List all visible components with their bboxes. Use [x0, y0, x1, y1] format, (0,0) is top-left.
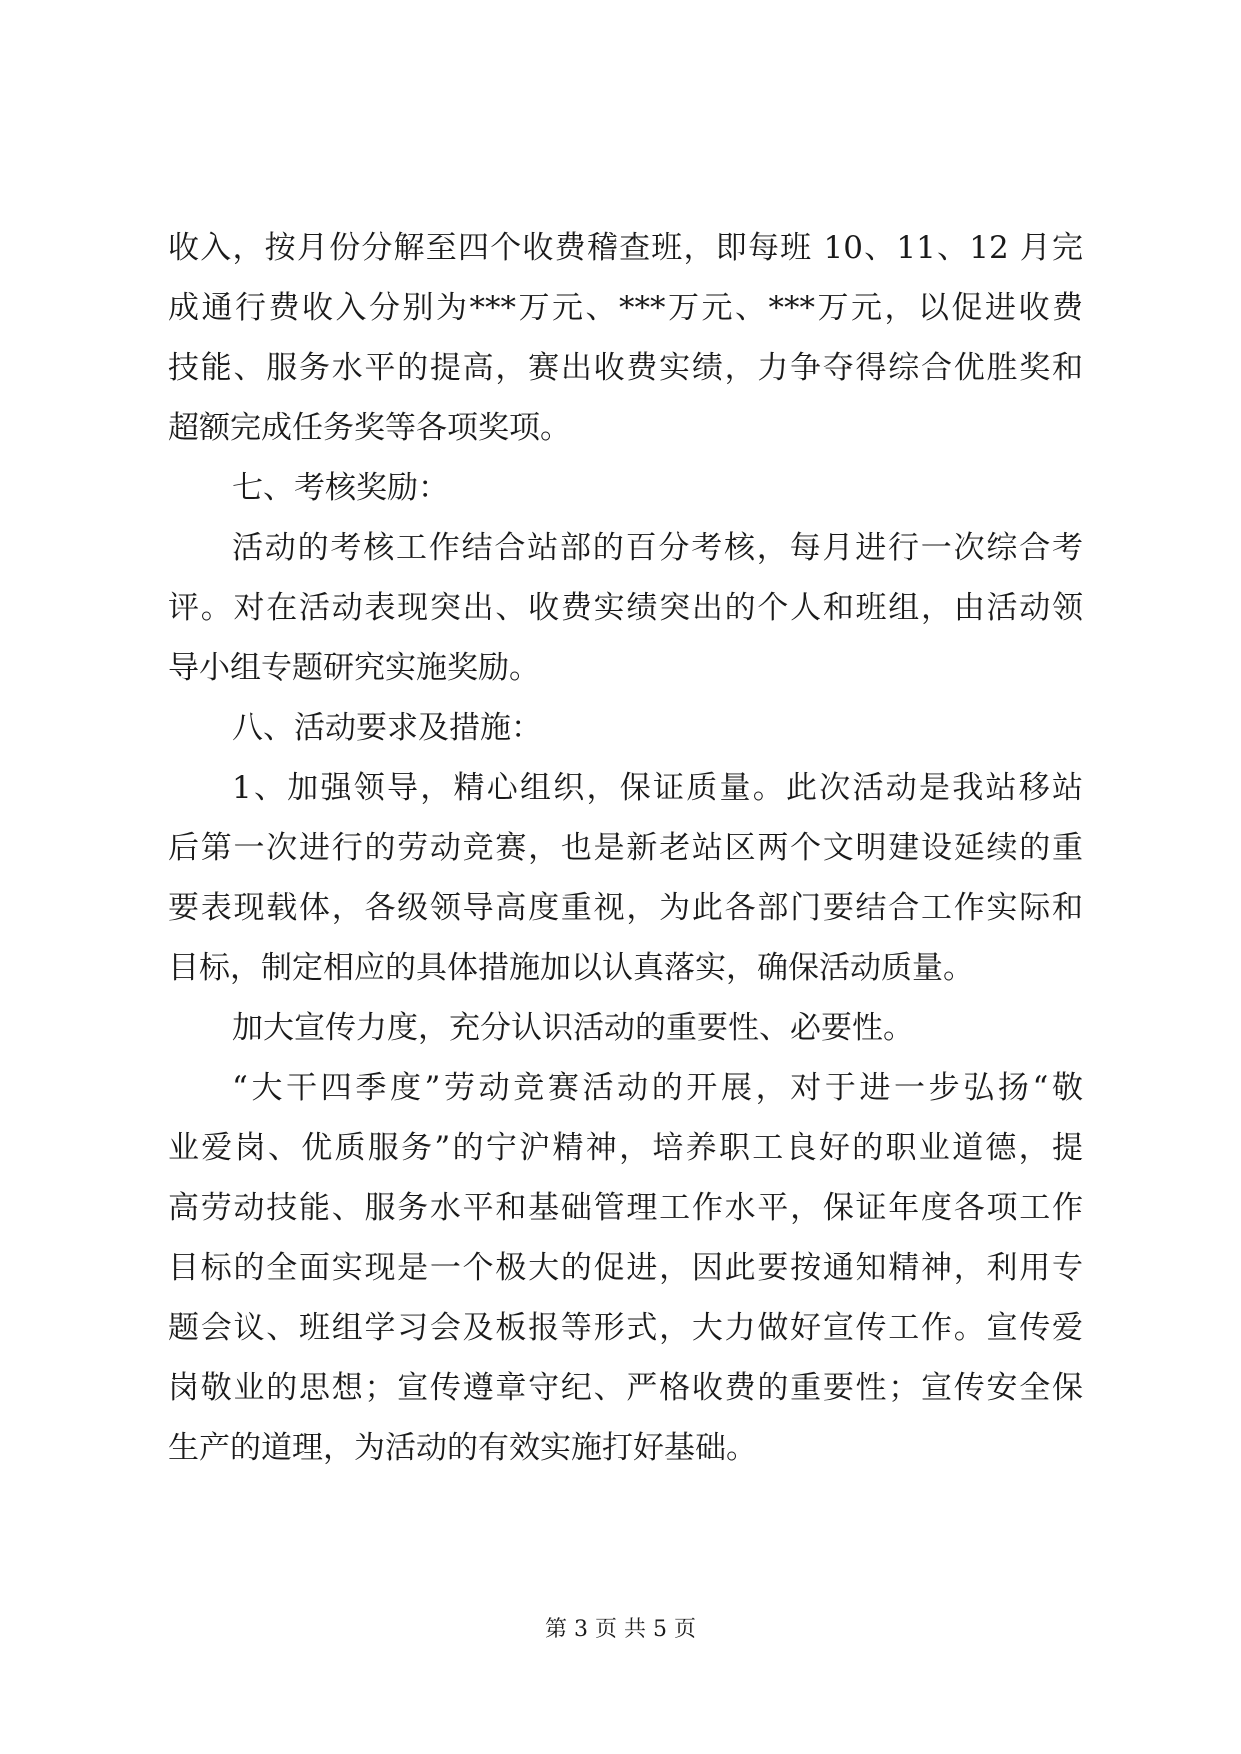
- text-line: 要表现载体，各级领导高度重视，为此各部门要结合工作实际和: [168, 890, 1083, 926]
- text-line: 目标的全面实现是一个极大的促进，因此要按通知精神，利用专: [168, 1250, 1083, 1286]
- text-line: 活动的考核工作结合站部的百分考核，每月进行一次综合考: [232, 530, 1083, 566]
- text-line: 高劳动技能、服务水平和基础管理工作水平，保证年度各项工作: [168, 1190, 1083, 1226]
- text-line: 成通行费收入分别为***万元、***万元、***万元，以促进收费: [168, 290, 1083, 326]
- section-heading: 八、活动要求及措施：: [232, 710, 542, 746]
- text-line: 业爱岗、优质服务”的宁沪精神，培养职工良好的职业道德，提: [168, 1130, 1083, 1166]
- text-line: 题会议、班组学习会及板报等形式，大力做好宣传工作。宣传爱: [168, 1310, 1083, 1346]
- text-line: 评。对在活动表现突出、收费实绩突出的个人和班组，由活动领: [168, 590, 1083, 626]
- page-number-footer: 第 3 页 共 5 页: [545, 1617, 696, 1642]
- text-line: 1、加强领导，精心组织，保证质量。此次活动是我站移站: [232, 770, 1083, 806]
- text-line: 目标，制定相应的具体措施加以认真落实，确保活动质量。: [168, 950, 974, 986]
- text-line: 超额完成任务奖等各项奖项。: [168, 410, 571, 446]
- section-heading: 七、考核奖励：: [232, 470, 449, 506]
- text-line: 岗敬业的思想；宣传遵章守纪、严格收费的重要性；宣传安全保: [168, 1370, 1083, 1406]
- text-line: 技能、服务水平的提高，赛出收费实绩，力争夺得综合优胜奖和: [168, 350, 1083, 386]
- text-line: 加大宣传力度，充分认识活动的重要性、必要性。: [232, 1010, 914, 1046]
- text-line: “大干四季度”劳动竞赛活动的开展，对于进一步弘扬“敬: [232, 1070, 1083, 1106]
- text-line: 导小组专题研究实施奖励。: [168, 650, 540, 686]
- text-line: 收入，按月份分解至四个收费稽查班，即每班 10、11、12 月完: [168, 230, 1083, 266]
- text-line: 生产的道理，为活动的有效实施打好基础。: [168, 1430, 757, 1466]
- text-line: 后第一次进行的劳动竞赛，也是新老站区两个文明建设延续的重: [168, 830, 1083, 866]
